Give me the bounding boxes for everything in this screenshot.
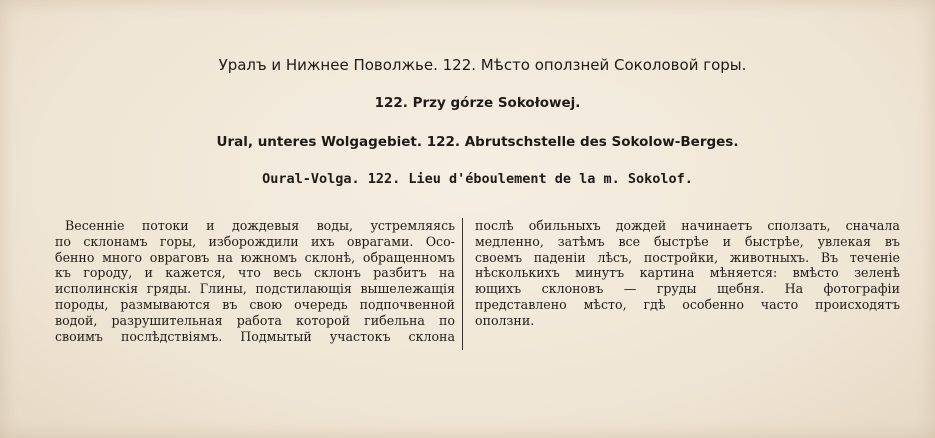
text-word: въ bbox=[884, 233, 900, 249]
text-word: происходятъ bbox=[815, 296, 900, 312]
text-word: быстрѣе, bbox=[744, 233, 804, 249]
text-word: южномъ bbox=[240, 249, 297, 265]
text-word: лѣсъ, bbox=[597, 249, 633, 265]
text-word: очередь bbox=[294, 296, 348, 312]
text-word: ющихъ bbox=[475, 281, 522, 297]
text-line bbox=[55, 265, 455, 281]
title-polish: 122. Przy górze Sokołowej. bbox=[374, 95, 581, 111]
text-word: склоновъ bbox=[541, 281, 604, 297]
title-russian: Уралъ и Нижнее Поволжье. 122. Мѣсто оползней Соколовой горы. bbox=[218, 56, 747, 74]
text-word: ихъ bbox=[311, 233, 335, 249]
text-word: фотографiи bbox=[823, 281, 900, 297]
text-line bbox=[55, 281, 455, 297]
text-word: разрушительная bbox=[111, 312, 223, 328]
text-word: весь bbox=[273, 265, 302, 281]
description-right-column bbox=[475, 218, 900, 329]
text-word: работа bbox=[236, 312, 282, 328]
text-word: На bbox=[784, 281, 804, 297]
text-word: къ bbox=[55, 265, 71, 281]
text-word: гряды. bbox=[146, 281, 192, 297]
text-word: подстилающiя bbox=[255, 281, 352, 297]
text-word: породы, bbox=[55, 296, 109, 312]
text-word: груды bbox=[656, 281, 697, 297]
text-word: по bbox=[55, 233, 71, 249]
text-word: зеленѣ bbox=[854, 265, 900, 281]
text-word: обращенномъ bbox=[362, 249, 455, 265]
text-line: оползни. bbox=[475, 312, 535, 328]
text-word: вышележащiя bbox=[360, 281, 455, 297]
title-german: Ural, unteres Wolgagebiet. 122. Abrutschstelle des Sokolow-Berges. bbox=[216, 133, 739, 150]
text-word: гибельна bbox=[364, 312, 425, 328]
text-line bbox=[475, 234, 900, 250]
text-word: исполинскiя bbox=[55, 281, 139, 297]
text-word: много bbox=[102, 249, 143, 265]
text-word: Осо- bbox=[425, 233, 455, 249]
text-word: склона bbox=[408, 328, 455, 344]
text-word: все bbox=[618, 233, 641, 249]
text-word: потоки bbox=[141, 218, 189, 233]
text-word: дождевыя bbox=[231, 218, 300, 233]
text-word: оврагами. bbox=[346, 233, 414, 249]
text-word: дождей bbox=[615, 218, 667, 233]
text-word: медленно, bbox=[475, 233, 544, 249]
text-line bbox=[475, 218, 900, 234]
text-word: участокъ bbox=[329, 328, 391, 344]
text-word: постройки, bbox=[643, 249, 719, 265]
text-word: вмѣсто bbox=[792, 265, 839, 281]
text-word: воды, bbox=[316, 218, 354, 233]
text-word: обильныхъ bbox=[528, 218, 601, 233]
text-word: картина bbox=[639, 265, 695, 281]
text-line bbox=[55, 234, 455, 250]
text-word: своемъ bbox=[475, 249, 522, 265]
text-word: теченiе bbox=[849, 249, 900, 265]
text-word: сначала bbox=[845, 218, 900, 233]
text-word: сползать, bbox=[767, 218, 831, 233]
text-word: — bbox=[623, 281, 637, 297]
text-line bbox=[475, 281, 900, 297]
text-word: нѣсколькихъ bbox=[475, 265, 560, 281]
text-word: городу, bbox=[83, 265, 133, 281]
text-word: мѣсто, bbox=[583, 296, 627, 312]
text-word: щебня. bbox=[717, 281, 765, 297]
text-word: гдѣ bbox=[643, 296, 666, 312]
text-word: и bbox=[144, 265, 153, 281]
text-word: по bbox=[439, 312, 455, 328]
text-word: горы, bbox=[159, 233, 197, 249]
text-word: бенно bbox=[55, 249, 95, 265]
text-word: въ bbox=[222, 296, 238, 312]
text-word: паденiи bbox=[533, 249, 586, 265]
description-columns bbox=[55, 218, 900, 350]
text-word: минутъ bbox=[575, 265, 625, 281]
text-word: свою bbox=[249, 296, 283, 312]
description-left-column bbox=[55, 218, 455, 344]
text-word: которой bbox=[296, 312, 351, 328]
text-word: Глины, bbox=[199, 281, 247, 297]
text-line bbox=[475, 297, 900, 313]
text-word: начинаетъ bbox=[681, 218, 753, 233]
text-word: склонамъ bbox=[83, 233, 148, 249]
text-word: устремляясь bbox=[370, 218, 455, 233]
text-word: кажется, bbox=[165, 265, 226, 281]
text-word: разбитъ bbox=[373, 265, 427, 281]
text-line bbox=[55, 297, 455, 313]
text-word: быстрѣе bbox=[653, 233, 709, 249]
text-word: размываются bbox=[120, 296, 211, 312]
text-word: склонъ bbox=[314, 265, 361, 281]
text-word: животныхъ. bbox=[729, 249, 810, 265]
text-word: изборождили bbox=[208, 233, 299, 249]
text-line bbox=[55, 218, 455, 234]
text-line bbox=[475, 250, 900, 266]
text-word: и bbox=[206, 218, 215, 233]
text-word: часто bbox=[760, 296, 799, 312]
text-word: увлекая bbox=[817, 233, 871, 249]
text-word: затѣмъ bbox=[557, 233, 605, 249]
text-word: подпочвенной bbox=[359, 296, 455, 312]
text-word: Въ bbox=[820, 249, 839, 265]
text-word: особенно bbox=[682, 296, 744, 312]
text-word: мѣняется: bbox=[709, 265, 778, 281]
text-word: своимъ bbox=[55, 328, 103, 344]
text-line bbox=[55, 329, 455, 345]
title-french: Oural-Volga. 122. Lieu d'éboulement de la m. Sokolof. bbox=[262, 171, 693, 187]
text-word: представлено bbox=[475, 296, 567, 312]
text-line bbox=[55, 313, 455, 329]
title-block bbox=[0, 58, 935, 187]
text-word: на bbox=[217, 249, 233, 265]
text-line bbox=[475, 265, 900, 281]
text-word: водой, bbox=[55, 312, 98, 328]
text-line bbox=[55, 250, 455, 266]
text-word: что bbox=[238, 265, 261, 281]
text-word: и bbox=[722, 233, 732, 249]
text-word: склонѣ, bbox=[304, 249, 356, 265]
text-word: послѣдствiямъ. bbox=[120, 328, 223, 344]
text-word: Весеннiе bbox=[65, 218, 125, 233]
text-word: на bbox=[438, 265, 455, 281]
text-word: овраговъ bbox=[149, 249, 210, 265]
text-word: послѣ bbox=[475, 218, 514, 233]
text-word: Подмытый bbox=[240, 328, 312, 344]
column-divider bbox=[462, 218, 463, 350]
